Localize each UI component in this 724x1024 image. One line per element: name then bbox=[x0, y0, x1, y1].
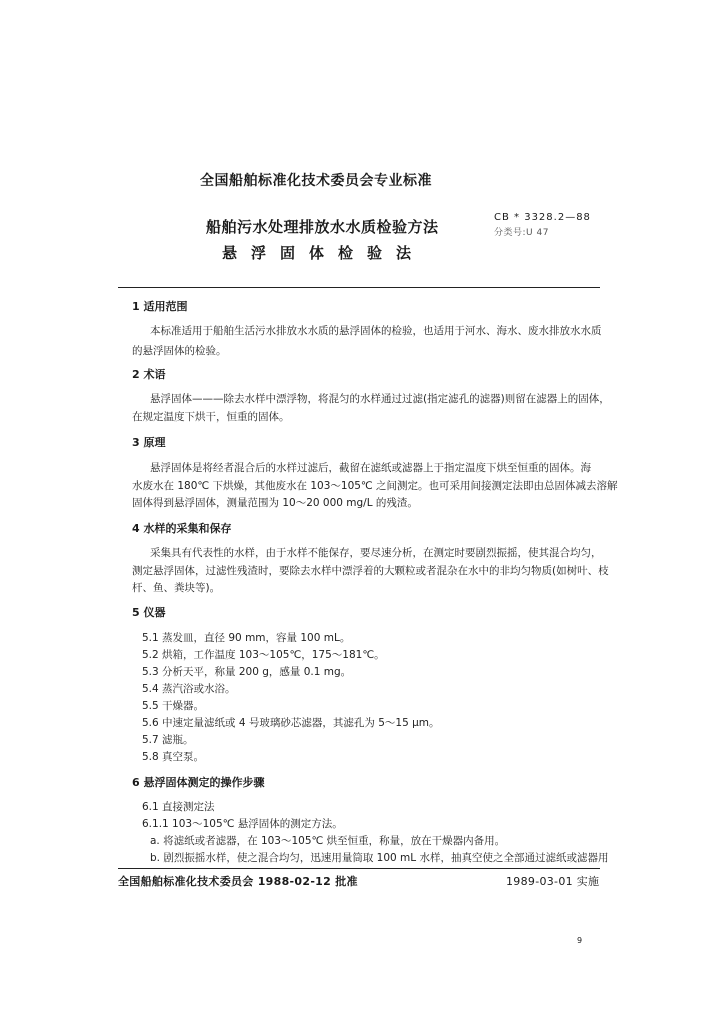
apparatus-item: 5.4 蒸汽浴或水浴。 bbox=[142, 683, 236, 695]
section-2-paragraph-cont: 在规定温度下烘干，恒重的固体。 bbox=[132, 411, 290, 423]
procedure-step: a. 将滤纸或者滤器，在 103～105℃ 烘至恒重，称量，放在干燥器内备用。 bbox=[150, 835, 506, 847]
effective-date: 1989-03-01 实施 bbox=[506, 875, 600, 888]
section-1-paragraph-cont: 的悬浮固体的检验。 bbox=[132, 345, 227, 357]
section-5-heading: 5 仪器 bbox=[132, 606, 166, 619]
procedure-step: b. 剧烈振摇水样，使之混合均匀，迅速用量筒取 100 mL 水样，抽真空使之全部通过滤纸或滤器用 bbox=[150, 852, 609, 864]
section-2-heading: 2 术语 bbox=[132, 368, 166, 381]
classification-number: 分类号:U 47 bbox=[494, 228, 549, 238]
standard-number: CB * 3328.2—88 bbox=[494, 212, 591, 223]
section-4-paragraph: 采集具有代表性的水样，由于水样不能保存，要尽速分析，在测定时要剧烈振摇，使其混合均匀， bbox=[150, 547, 602, 559]
page-number: 9 bbox=[577, 936, 583, 945]
apparatus-item: 5.6 中速定量滤纸或 4 号玻璃砂芯滤器，其滤孔为 5～15 μm。 bbox=[142, 717, 440, 729]
apparatus-item: 5.1 蒸发皿，直径 90 mm，容量 100 mL。 bbox=[142, 632, 351, 644]
procedure-item: 6.1 直接测定法 bbox=[142, 801, 215, 813]
section-4-paragraph-cont: 杆、鱼、粪块等)。 bbox=[132, 582, 221, 594]
section-3-paragraph-cont: 水废水在 180℃ 下烘燥，其他废水在 103～105℃ 之间测定。也可采用间接测定法即由总固体减去溶解 bbox=[132, 480, 618, 492]
section-1-paragraph: 本标准适用于船舶生活污水排放水水质的悬浮固体的检验，也适用于河水、海水、废水排放水水质 bbox=[150, 325, 602, 337]
apparatus-item: 5.8 真空泵。 bbox=[142, 751, 205, 763]
document-title: 船舶污水处理排放水水质检验方法 bbox=[206, 218, 439, 236]
approval-statement: 全国船舶标准化技术委员会 1988-02-12 批准 bbox=[118, 875, 358, 888]
section-4-heading: 4 水样的采集和保存 bbox=[132, 522, 232, 535]
procedure-item: 6.1.1 103～105℃ 悬浮固体的测定方法。 bbox=[142, 818, 343, 830]
apparatus-item: 5.7 滤瓶。 bbox=[142, 734, 194, 746]
document-subtitle: 悬浮固体检验法 bbox=[222, 244, 426, 262]
section-3-paragraph-cont: 固体得到悬浮固体，测量范围为 10～20 000 mg/L 的残渣。 bbox=[132, 497, 418, 509]
issuing-organization: 全国船舶标准化技术委员会专业标准 bbox=[200, 173, 432, 189]
apparatus-item: 5.5 干燥器。 bbox=[142, 700, 205, 712]
section-6-heading: 6 悬浮固体测定的操作步骤 bbox=[132, 776, 265, 789]
section-3-paragraph: 悬浮固体是将经者混合后的水样过滤后，截留在滤纸或滤器上于指定温度下烘至恒重的固体。海 bbox=[150, 462, 591, 474]
section-4-paragraph-cont: 测定悬浮固体，过滤性残渣时，要除去水样中漂浮着的大颗粒或者混杂在水中的非均匀物质(如树叶、枝 bbox=[132, 565, 609, 577]
section-2-paragraph: 悬浮固体———除去水样中漂浮物，将混匀的水样通过过滤(指定滤孔的滤器)则留在滤器上的固体， bbox=[150, 393, 610, 405]
section-1-heading: 1 适用范围 bbox=[132, 300, 188, 313]
footer-divider bbox=[118, 868, 600, 869]
section-3-heading: 3 原理 bbox=[132, 436, 166, 449]
apparatus-item: 5.3 分析天平，称量 200 g，感量 0.1 mg。 bbox=[142, 666, 352, 678]
apparatus-item: 5.2 烘箱，工作温度 103～105℃，175～181℃。 bbox=[142, 649, 385, 661]
header-divider bbox=[118, 287, 600, 288]
